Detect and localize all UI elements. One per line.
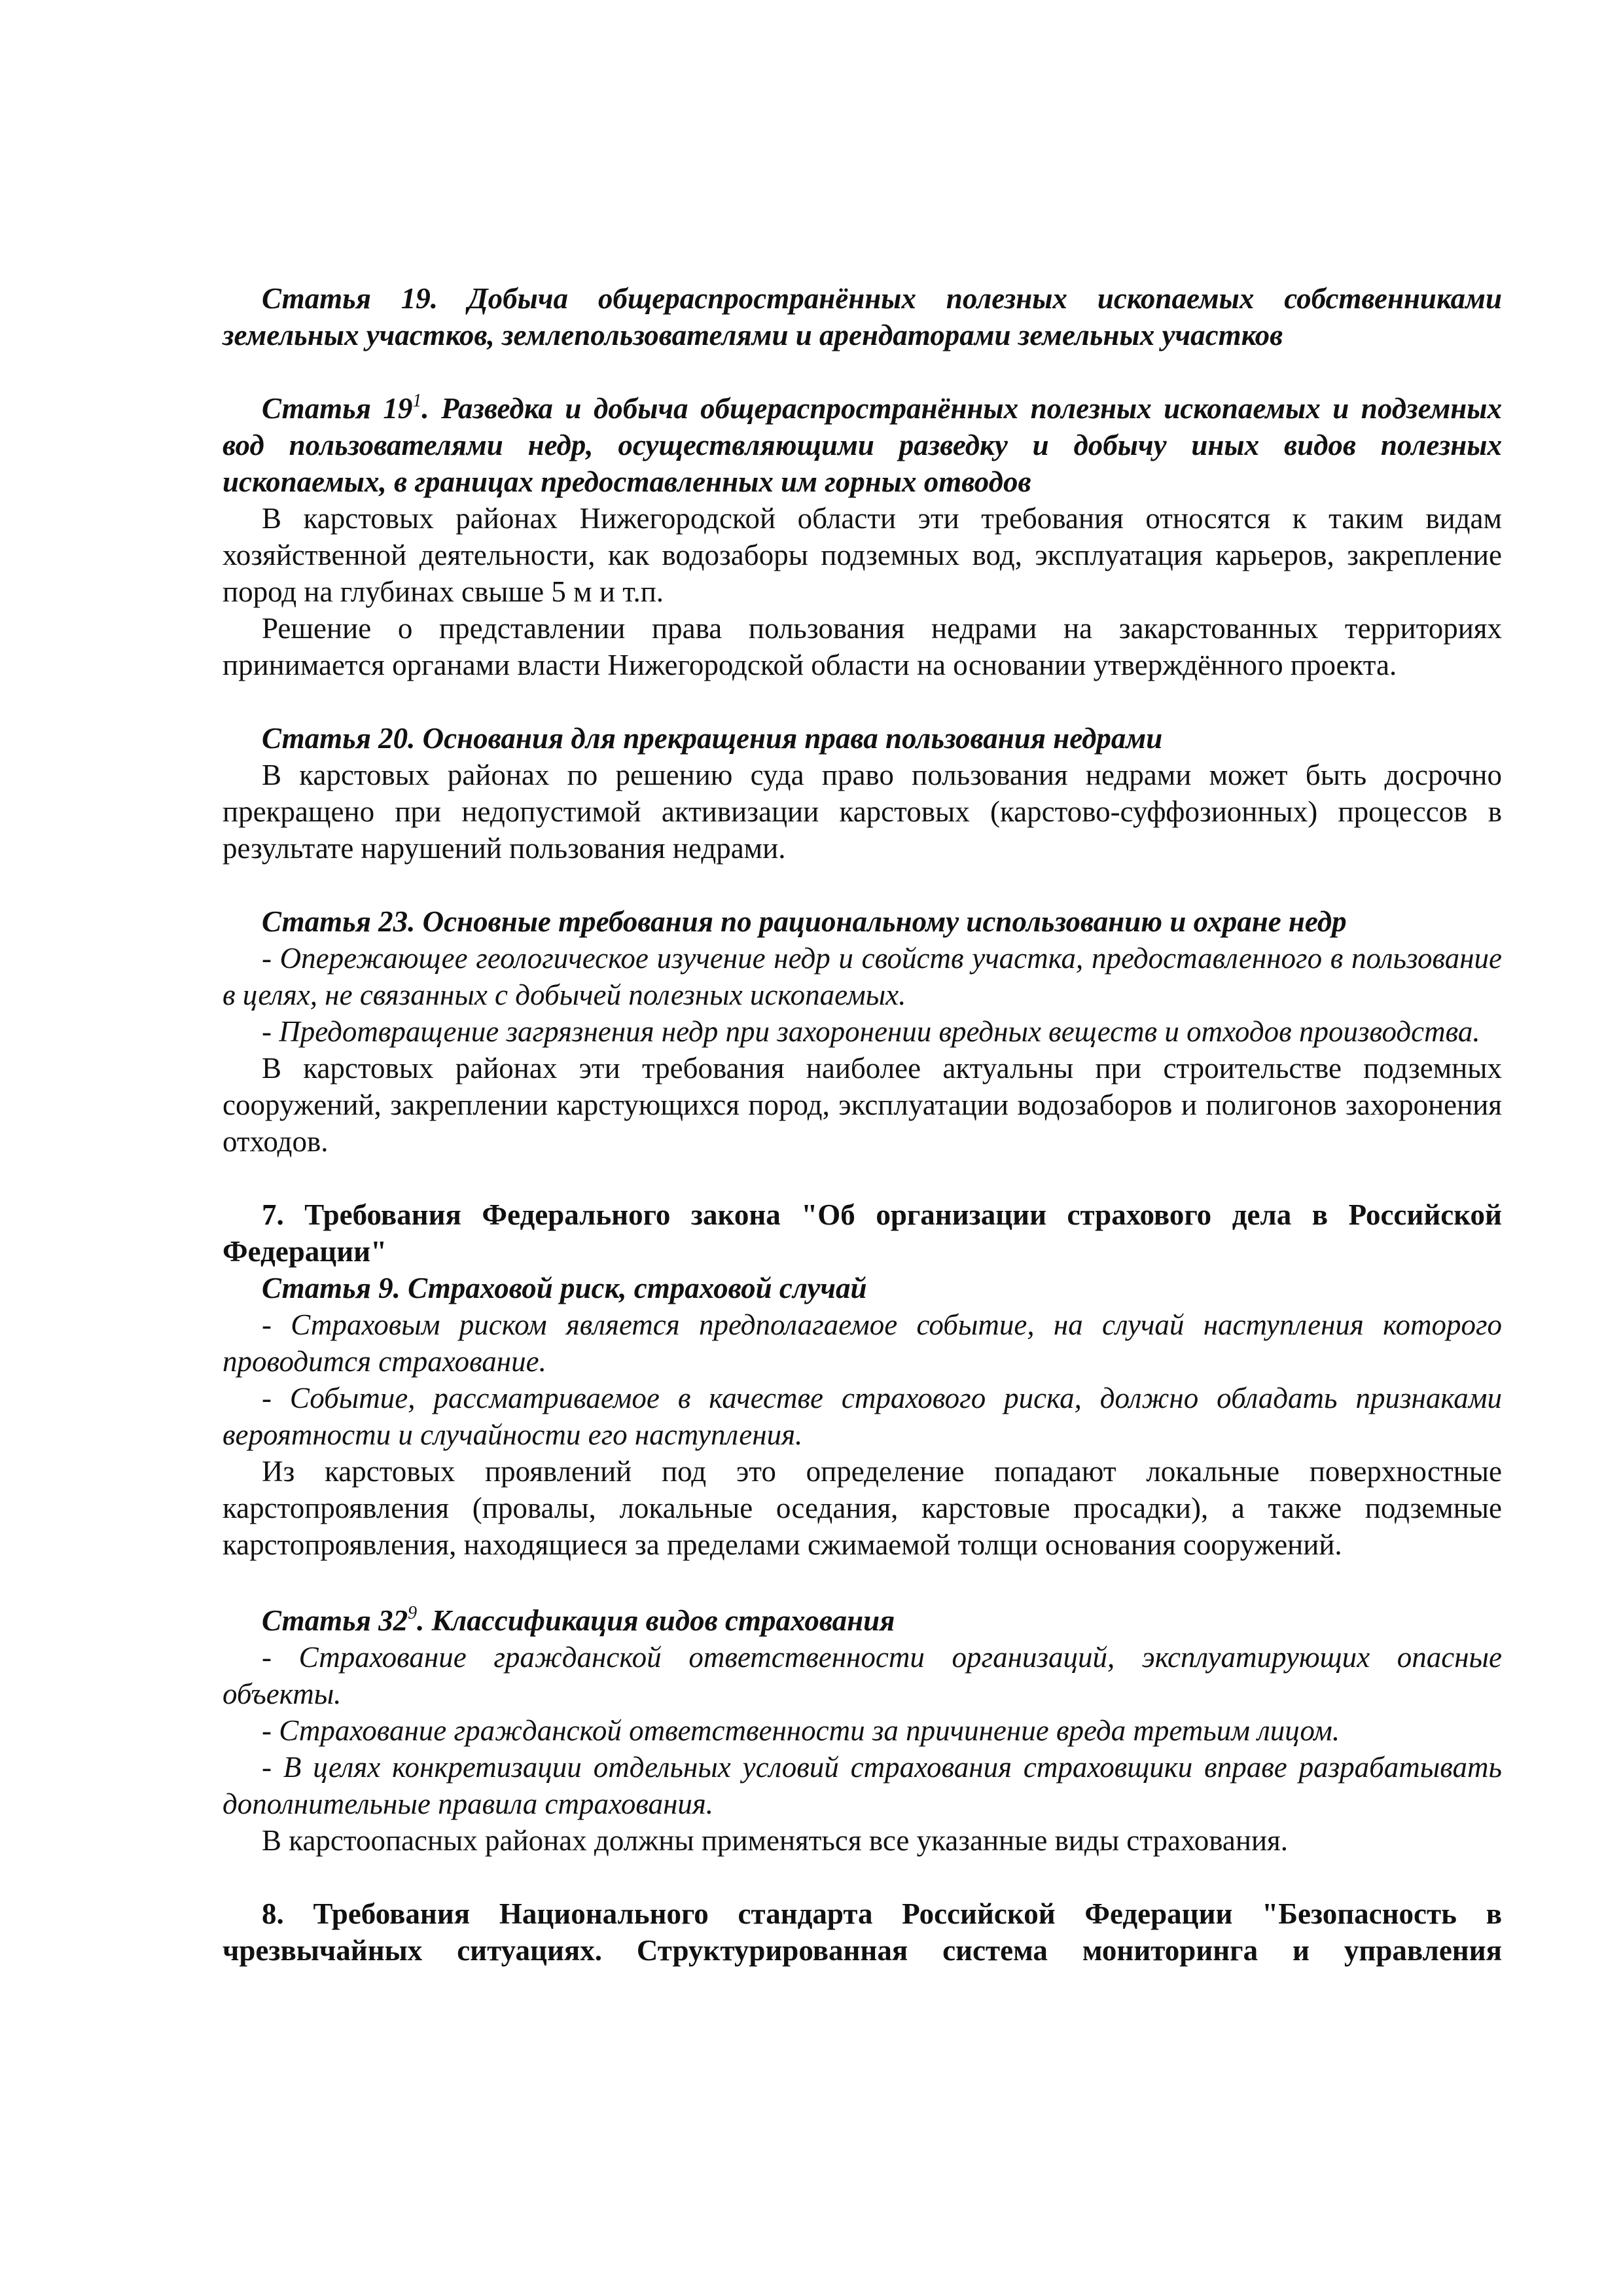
article-19-1-paragraph-1: В карстовых районах Нижегородской области эти требования относятся к таким видам хозяйственной деятельности, как водозаборы подземных вод, эксплуатация карьеров, закрепление пород на глубинах свыше 5 м и т.п.	[223, 502, 1502, 608]
article-23-heading: Статья 23. Основные требования по рациональному использованию и охране недр	[262, 905, 1347, 938]
article-32-item-2: - Страхование гражданской ответственности за причинение вреда третьим лицом.	[262, 1714, 1340, 1747]
article-23-item-1: - Опережающее геологическое изучение недр и свойств участка, предоставленного в пользование в целях, не связанных с добычей полезных ископаемых.	[223, 942, 1502, 1011]
article-19-1-title-rest: . Разведка и добыча общераспространённых полезных ископаемых и подземных вод пользователями недр, осуществляющими разведку и добычу иных видов полезных ископаемых, в границах предоставленных им горных отводов	[223, 392, 1502, 498]
article-32-heading	[223, 1602, 1502, 1639]
article-23-item-2: - Предотвращение загрязнения недр при захоронении вредных веществ и отходов производства.	[262, 1015, 1480, 1048]
article-32-item-1: - Страхование гражданской ответственности организаций, эксплуатирующих опасные объекты.	[223, 1641, 1502, 1710]
article-9-paragraph: Из карстовых проявлений под это определение попадают локальные поверхностные карстопроявления (провалы, локальные оседания, карстовые просадки), а также подземные карстопроявления, находящиеся за пределами сжимаемой толщи основания сооружений.	[223, 1455, 1502, 1561]
article-9-item-2: - Событие, рассматриваемое в качестве страхового риска, должно обладать признаками вероятности и случайности его наступления.	[223, 1382, 1502, 1451]
article-32-paragraph: В карстоопасных районах должны применяться все указанные виды страхования.	[262, 1824, 1288, 1857]
article-19-1-paragraph-2: Решение о представлении права пользования недрами на закарстованных территориях принимается органами власти Нижегородской области на основании утверждённого проекта.	[223, 612, 1502, 681]
article-19-1-heading	[223, 390, 1502, 500]
article-20-paragraph: В карстовых районах по решению суда право пользования недрами может быть досрочно прекращено при недопустимой активизации карстовых (карстово-суффозионных) процессов в результате нарушений пользования недрами.	[223, 759, 1502, 865]
article-23-paragraph: В карстовых районах эти требования наиболее актуальны при строительстве подземных сооружений, закреплении карстующихся пород, эксплуатации водозаборов и полигонов захоронения отходов.	[223, 1052, 1502, 1158]
article-9-heading: Статья 9. Страховой риск, страховой случай	[262, 1272, 867, 1304]
section-7-heading: 7. Требования Федерального закона "Об организации страхового дела в Российской Федерации"	[223, 1198, 1502, 1268]
article-32-item-3: - В целях конкретизации отдельных условий страхования страховщики вправе разрабатывать дополнительные правила страхования.	[223, 1751, 1502, 1820]
article-19-1-superscript: 1	[412, 391, 422, 411]
article-20-heading: Статья 20. Основания для прекращения права пользования недрами	[262, 722, 1163, 755]
article-32-title-rest: . Классификация видов страхования	[417, 1604, 895, 1637]
article-9-item-1: - Страховым риском является предполагаемое событие, на случай наступления которого проводится страхование.	[223, 1308, 1502, 1378]
article-19-1-title-start: Статья 19	[262, 392, 413, 425]
document-page	[223, 280, 1502, 1969]
article-32-title-start: Статья 32	[262, 1604, 408, 1637]
article-32-superscript: 9	[408, 1603, 418, 1623]
section-8-heading: 8. Требования Национального стандарта Российской Федерации "Безопасность в чрезвычайных ситуациях. Структурированная система мониторинга и управления	[223, 1897, 1502, 1967]
article-19-heading: Статья 19. Добыча общераспространённых полезных ископаемых собственниками земельных участков, землепользователями и арендаторами земельных участков	[223, 282, 1502, 351]
